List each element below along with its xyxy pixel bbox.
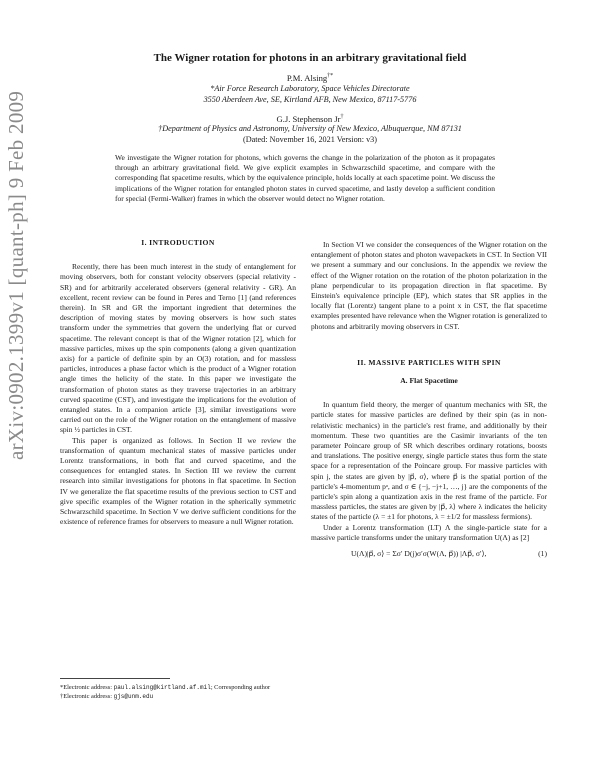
arxiv-side-stamp: arXiv:0902.1399v1 [quant-ph] 9 Feb 2009 (4, 90, 28, 460)
equation-1-body: U(Λ)|p⃗, σ⟩ = Σσ′ D(j)σ′σ(W(Λ, p⃗)) |Λp⃗, σ′⟩, (351, 549, 487, 559)
intro-paragraph-3: In Section VI we consider the consequences of the Wigner rotation on the entanglement of photon states and photon wavepackets in CST. In Section VII we present a summary and our conclusions. In the appendix we review the effect of the Wigner rotation on the rotation of the photon polarization in the plane perpendicular to its propagation direction in flat spacetime. By Einstein's equivalence principle (EP), which states that SR applies in the locally flat (Lorentz) tangent plane to a point x in CST, the flat spacetime examples presented have relevance when the Wigner rotation is generalized to photons and arbitrarily moving observers in CST. (311, 240, 547, 331)
affiliation-1-line2: 3550 Aberdeen Ave, SE, Kirtland AFB, New Mexico, 87117-5776 (203, 95, 417, 104)
dated-line: (Dated: November 16, 2021 Version: v3) (242, 135, 377, 144)
author-1-marks: †* (327, 73, 334, 79)
footnote-1 (60, 684, 300, 693)
subsection-2a-heading: A. Flat Spacetime (400, 376, 458, 386)
footnote-rule (60, 678, 170, 679)
footnote-1-email[interactable]: paul.alsing@kirtland.af.mil (113, 684, 211, 691)
left-column (60, 238, 296, 527)
footnote-2 (60, 693, 300, 702)
equation-1 (311, 549, 547, 559)
section-2-paragraph-1: In quantum field theory, the merger of quantum mechanics with SR, the particle states for massive particles are defined by their spin (as in non-relativistic mechanics) in the particle's rest frame, and additionally by their momentum. These two quantities are the Casimir invariants of the ten parameter Poincare group of SR which describes ordinary rotations, boosts and translations. The positive energy, single particle states thus form the state space for a representation of the Poincare group. For massive particles with spin j, the states are given by |p⃗, σ⟩, where p⃗ is the spatial portion of the particle's 4-momentum pᵃ, and σ ∈ {−j, −j+1, …, j} are the components of the particle's spin along a quantization axis in the rest frame of the particle. For massless particles, the states are given by |p⃗, λ⟩ where λ indicates the helicity states of the particle (λ = ±1 for photons, λ = ±1/2 for massless fermions). (311, 400, 547, 522)
paper-title: The Wigner rotation for photons in an arbitrary gravitational field (153, 52, 467, 64)
section-2-paragraph-2: Under a Lorentz transformation (LT) Λ the single-particle state for a massive particle transforms under the unitary transformation U(Λ) as [2] (311, 522, 547, 542)
footnote-2-label: †Electronic address: (60, 692, 114, 700)
affiliation-1 (60, 83, 560, 105)
right-column (311, 240, 547, 559)
footnote-2-email[interactable]: gjs@unm.edu (113, 692, 154, 700)
intro-paragraph-1: Recently, there has been much interest in the study of entanglement for moving observers, both for constant velocity observers (special relativity - SR) and for arbitrarily accelerated observers (general relativity - GR). An excellent, recent review can be found in Peres and Terno [1] (and references therein). In SR and GR the important ingredient that determines the description of moving states by moving observers is how such states transform under the symmetries that govern the underlying flat or curved spacetime. The relevant concept is that of the Wigner rotation [2], which for massive particles, mixes up the spin components (along a given quantization axis) for a particle of definite spin by an O(3) rotation, and for massless particles, introduces a phase factor which is the product of a Wigner rotation angle times the helicity of the state. In this paper we investigate the transformation of photon states as they traverse trajectories in an arbitrary curved spacetime (CST), and investigate the implications for the evolution of entangled states. In a companion article [3], similar investigations were carried out on the role of the Wigner rotation on the entanglement of massive spin ½ particles in CST. (60, 262, 296, 435)
author-2-marks: † (340, 114, 344, 120)
affiliation-1-line1: *Air Force Research Laboratory, Space Vehicles Directorate (210, 84, 410, 93)
intro-paragraph-2: This paper is organized as follows. In Section II we review the transformation of quantum mechanical states of massive particles under Lorentz transformations, in both flat and curved spacetime, and the consequences for entangled states. In Section III we review the current research into similar investigations for photons in flat spacetime. In Section IV we generalize the flat spacetime results of the previous section to CST and give specific examples of the Wigner rotation in the spherically symmetric Schwarzschild spacetime. In Section V we derive sufficient conditions for the existence of reference frames for observers to measure a null Wigner rotation. (60, 435, 296, 527)
author-1 (60, 71, 560, 84)
author-1-name: P.M. Alsing (286, 72, 328, 83)
footnotes (60, 684, 300, 701)
footnote-1-label: *Electronic address: (60, 684, 114, 691)
abstract: We investigate the Wigner rotation for photons, which governs the change in the polarization of the photon as it propagates through an arbitrary gravitational field. We give explicit examples in Schwarzschild spacetime, and compare with the corresponding flat spacetime results, which by the equivalence principle, holds locally at each spacetime point. We discuss the implications of the Wigner rotation for entangled photon states in curved spacetime, and lastly develop a sufficient condition for special (Fermi-Walker) frames in which the observer would detect no Wigner rotation. (115, 153, 495, 203)
footnote-1-tail: ; Corresponding author (210, 684, 271, 691)
affiliation-2: †Department of Physics and Astronomy, University of New Mexico, Albuquerque, NM 87131 (158, 124, 462, 133)
section-2-heading: II. MASSIVE PARTICLES WITH SPIN (357, 357, 501, 367)
author-2-name: G.J. Stephenson Jr (276, 113, 341, 124)
section-1-heading: I. INTRODUCTION (141, 238, 215, 247)
equation-1-number: (1) (538, 549, 547, 559)
